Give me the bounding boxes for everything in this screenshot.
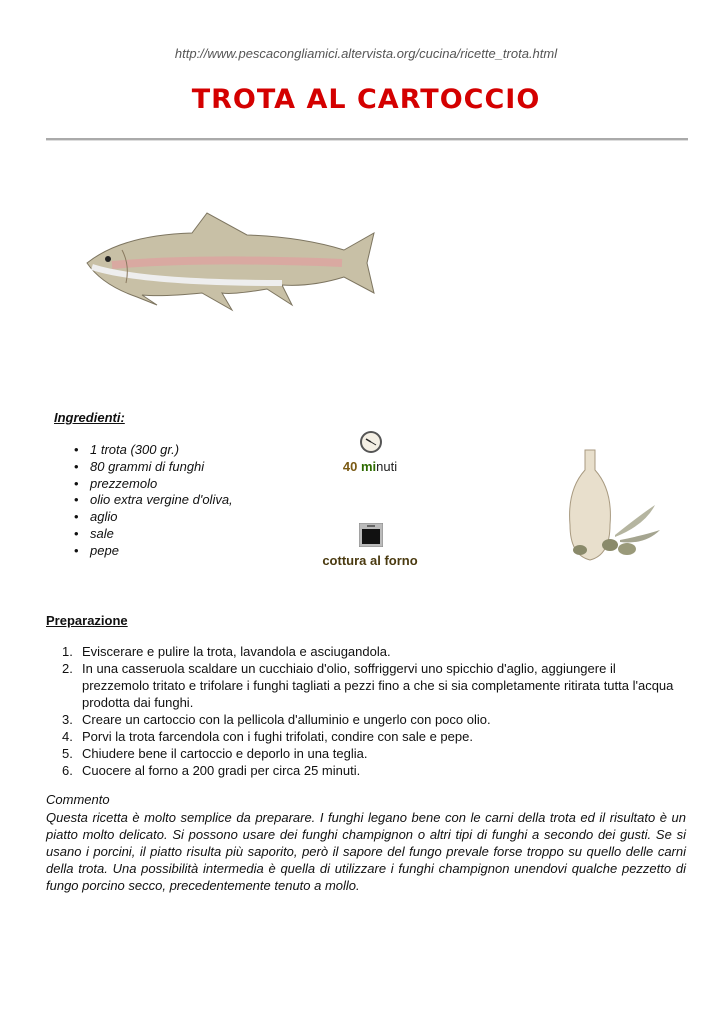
list-item: 6. Cuocere al forno a 200 gradi per circa 25 minuti. — [62, 763, 361, 778]
olive-oil-image — [555, 445, 665, 570]
list-item: 4. Porvi la trota farcendola con i fughi trifolati, condire con sale e pepe. — [62, 729, 473, 744]
list-item: • aglio — [74, 509, 233, 526]
cooking-time — [300, 459, 440, 474]
preparation-steps — [46, 643, 686, 779]
comment-heading: Commento — [46, 792, 110, 807]
source-url[interactable]: http://www.pescacongliamici.altervista.org/cucina/ricette_trota.html — [174, 46, 558, 61]
oven-icon — [359, 523, 383, 547]
clock-icon — [359, 430, 383, 454]
divider — [46, 138, 688, 141]
cooking-method: cottura al forno — [322, 553, 418, 568]
list-item: 2. In una casseruola scaldare un cucchiaio d'olio, soffriggervi uno spicchio d'aglio, aggiungere il prezzemolo tritato e trifolare i funghi tagliati a pezzi fino a che si sia completamente ritirata tutta l'acqua prodotta dai funghi. — [62, 661, 674, 710]
preparation-heading: Preparazione — [46, 613, 128, 628]
list-item: • prezzemolo — [74, 476, 233, 493]
trout-image — [82, 205, 377, 315]
list-item: • 80 grammi di funghi — [74, 459, 233, 476]
time-unit-a: mi — [360, 459, 377, 474]
page-title: TROTA AL CARTOCCIO — [191, 84, 541, 115]
list-item: 1. Eviscerare e pulire la trota, lavandola e asciugandola. — [62, 644, 391, 659]
ingredients-list — [74, 442, 233, 560]
list-item: 5. Chiudere bene il cartoccio e deporlo in una teglia. — [62, 746, 368, 761]
list-item: 3. Creare un cartoccio con la pellicola d'alluminio e ungerlo con poco olio. — [62, 712, 491, 727]
list-item: • sale — [74, 526, 233, 543]
time-number: 40 — [342, 459, 361, 474]
time-unit-b: nuti — [376, 459, 398, 474]
ingredients-heading: Ingredienti: — [54, 410, 125, 425]
list-item: • olio extra vergine d'oliva, — [74, 492, 233, 509]
list-item: • 1 trota (300 gr.) — [74, 442, 233, 459]
comment-text: Questa ricetta è molto semplice da preparare. I funghi legano bene con le carni della trota ed il risultato è un piatto molto delicato. Si possono usare dei funghi champignon o altri tipi di funghi a secondo dei gusti. Se si usano i porcini, il piatto risulta più saporito, però il sapore del fungo prevale forse troppo su quello delle carni della trota. Una possibilità intermedia è quella di utilizzare i funghi champignon unendovi qualche pezzetto di fungo porcino secco, precedentemente tenuto a mollo. — [46, 810, 686, 893]
list-item: • pepe — [74, 543, 233, 560]
